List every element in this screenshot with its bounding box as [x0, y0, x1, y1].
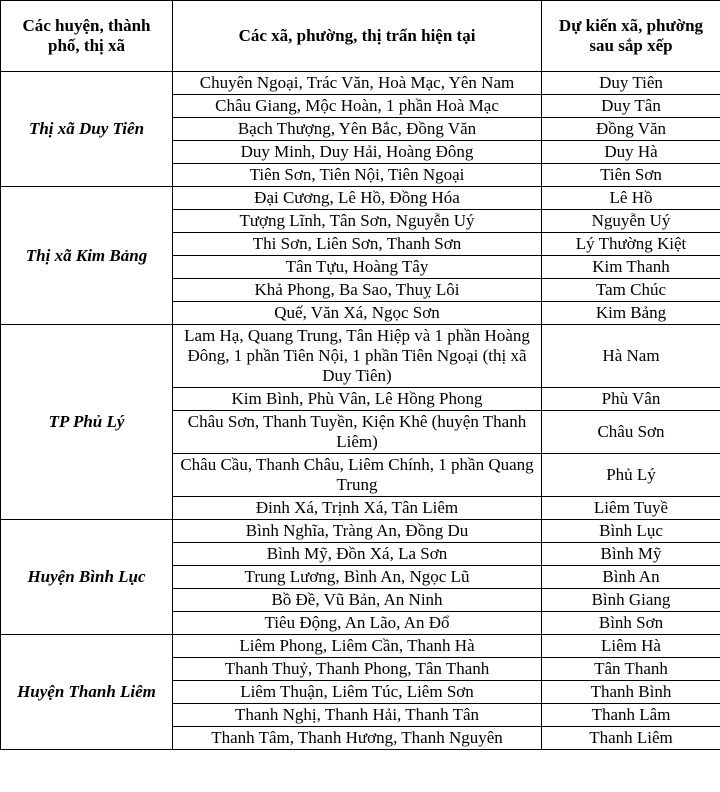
current-units-cell: Kim Bình, Phù Vân, Lê Hồng Phong: [173, 388, 542, 411]
current-units-cell: Thanh Nghị, Thanh Hải, Thanh Tân: [173, 704, 542, 727]
district-cell: Thị xã Duy Tiên: [1, 72, 173, 187]
current-units-cell: Bồ Đề, Vũ Bản, An Ninh: [173, 589, 542, 612]
table-row: [1, 72, 720, 95]
table-row: [1, 187, 720, 210]
planned-unit-cell: Đồng Văn: [542, 118, 720, 141]
current-units-cell: Châu Sơn, Thanh Tuyền, Kiện Khê (huyện Thanh Liêm): [173, 411, 542, 454]
planned-unit-cell: Thanh Liêm: [542, 727, 720, 750]
planned-unit-cell: Phù Vân: [542, 388, 720, 411]
planned-unit-cell: Duy Hà: [542, 141, 720, 164]
planned-unit-cell: Bình An: [542, 566, 720, 589]
current-units-cell: Bình Nghĩa, Tràng An, Đồng Du: [173, 520, 542, 543]
current-units-cell: Chuyên Ngoại, Trác Văn, Hoà Mạc, Yên Nam: [173, 72, 542, 95]
planned-unit-cell: Kim Bảng: [542, 302, 720, 325]
header-planned-units: Dự kiến xã, phường sau sắp xếp: [542, 1, 720, 72]
planned-unit-cell: Hà Nam: [542, 325, 720, 388]
district-cell: Thị xã Kim Bảng: [1, 187, 173, 325]
current-units-cell: Khả Phong, Ba Sao, Thuỵ Lôi: [173, 279, 542, 302]
planned-unit-cell: Liêm Hà: [542, 635, 720, 658]
table-row: [1, 635, 720, 658]
planned-unit-cell: Lê Hồ: [542, 187, 720, 210]
planned-unit-cell: Tam Chúc: [542, 279, 720, 302]
current-units-cell: Trung Lương, Bình An, Ngọc Lũ: [173, 566, 542, 589]
planned-unit-cell: Thanh Lâm: [542, 704, 720, 727]
planned-unit-cell: Châu Sơn: [542, 411, 720, 454]
district-cell: Huyện Bình Lục: [1, 520, 173, 635]
current-units-cell: Quế, Văn Xá, Ngọc Sơn: [173, 302, 542, 325]
planned-unit-cell: Duy Tân: [542, 95, 720, 118]
header-district: Các huyện, thành phố, thị xã: [1, 1, 173, 72]
table-header: [1, 1, 720, 72]
current-units-cell: Liêm Phong, Liêm Cần, Thanh Hà: [173, 635, 542, 658]
planned-unit-cell: Kim Thanh: [542, 256, 720, 279]
planned-unit-cell: Tân Thanh: [542, 658, 720, 681]
current-units-cell: Thanh Thuỷ, Thanh Phong, Tân Thanh: [173, 658, 542, 681]
district-cell: TP Phủ Lý: [1, 325, 173, 520]
current-units-cell: Thi Sơn, Liên Sơn, Thanh Sơn: [173, 233, 542, 256]
planned-unit-cell: Bình Mỹ: [542, 543, 720, 566]
current-units-cell: Đại Cương, Lê Hồ, Đồng Hóa: [173, 187, 542, 210]
planned-unit-cell: Nguyễn Uý: [542, 210, 720, 233]
current-units-cell: Bạch Thượng, Yên Bắc, Đồng Văn: [173, 118, 542, 141]
current-units-cell: Châu Cầu, Thanh Châu, Liêm Chính, 1 phần Quang Trung: [173, 454, 542, 497]
table-body: [1, 72, 720, 750]
planned-unit-cell: Liêm Tuyề: [542, 497, 720, 520]
current-units-cell: Duy Minh, Duy Hải, Hoàng Đông: [173, 141, 542, 164]
planned-unit-cell: Thanh Bình: [542, 681, 720, 704]
header-row: [1, 1, 720, 72]
current-units-cell: Thanh Tâm, Thanh Hương, Thanh Nguyên: [173, 727, 542, 750]
header-current-units: Các xã, phường, thị trấn hiện tại: [173, 1, 542, 72]
planned-unit-cell: Bình Sơn: [542, 612, 720, 635]
planned-unit-cell: Duy Tiên: [542, 72, 720, 95]
current-units-cell: Tiêu Động, An Lão, An Đổ: [173, 612, 542, 635]
planned-unit-cell: Bình Lục: [542, 520, 720, 543]
table-row: [1, 520, 720, 543]
district-cell: Huyện Thanh Liêm: [1, 635, 173, 750]
current-units-cell: Tượng Lĩnh, Tân Sơn, Nguyễn Uý: [173, 210, 542, 233]
current-units-cell: Châu Giang, Mộc Hoàn, 1 phần Hoà Mạc: [173, 95, 542, 118]
current-units-cell: Lam Hạ, Quang Trung, Tân Hiệp và 1 phần Hoàng Đông, 1 phần Tiên Nội, 1 phần Tiên Ngoại (thị xã Duy Tiên): [173, 325, 542, 388]
planned-unit-cell: Phủ Lý: [542, 454, 720, 497]
current-units-cell: Bình Mỹ, Đồn Xá, La Sơn: [173, 543, 542, 566]
planned-unit-cell: Lý Thường Kiệt: [542, 233, 720, 256]
current-units-cell: Tân Tựu, Hoàng Tây: [173, 256, 542, 279]
current-units-cell: Liêm Thuận, Liêm Túc, Liêm Sơn: [173, 681, 542, 704]
planned-unit-cell: Bình Giang: [542, 589, 720, 612]
current-units-cell: Tiên Sơn, Tiên Nội, Tiên Ngoại: [173, 164, 542, 187]
planned-unit-cell: Tiên Sơn: [542, 164, 720, 187]
current-units-cell: Đinh Xá, Trịnh Xá, Tân Liêm: [173, 497, 542, 520]
table-row: [1, 325, 720, 388]
